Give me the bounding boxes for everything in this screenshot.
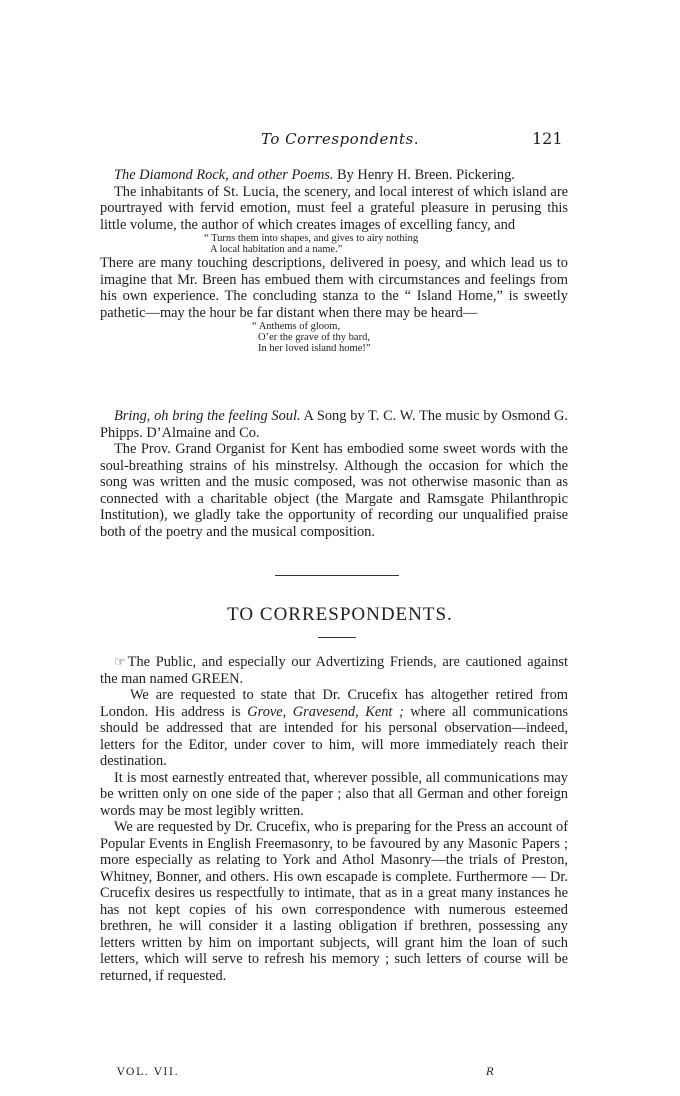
- song-title: Bring, oh bring the feeling Soul.: [114, 408, 301, 424]
- verse-line: A local habitation and a name.”: [210, 244, 343, 255]
- notice: It is most earnestly entreated that, wherever possible, all communications may be written only on one side of the paper ; also that all German and other foreign words may be most legibly written.: [100, 769, 568, 819]
- book-details: By Henry H. Breen. Pickering.: [333, 167, 515, 183]
- signature-mark: R: [486, 1066, 494, 1078]
- closing-verse: [100, 321, 568, 354]
- notice: ☞ The Public, and especially our Advertizing Friends, are cautioned against the man named GREEN.: [100, 654, 568, 687]
- correspondents-notices: [100, 654, 568, 984]
- song-details: A Song by T. C. W. The music by Osmond G. Phipps. D’Almaine and Co.: [100, 408, 568, 441]
- review-paragraph: The Prov. Grand Organist for Kent has embodied some sweet words with the soul-breathing strains of his minstrelsy. Although the occasion for which the song was written and the music composed, was not otherwise masonic than as connected with a charitable object (the Margate and Ramsgate Philanthropic Institution), we gladly take the opportunity of recording our unqualified praise both of the poetry and the musical composition.: [100, 441, 568, 540]
- verse-line: In her loved island home!”: [258, 343, 371, 354]
- review-paragraph: The inhabitants of St. Lucia, the scenery, and local interest of which island are pourtrayed with fervid emotion, must feel a grateful pleasure in perusing this little volume, the author of which creates images of excelling fancy, and: [100, 183, 568, 233]
- notice: We are requested by Dr. Crucefix, who is preparing for the Press an account of Popular Events in English Freemasonry, to be favoured by any Masonic Papers ; more especially as relating to York and Athol Masonry—the trials of Preston, Whitney, Bonner, and others. His own escapade is complete. Furthermore — Dr. Crucefix desires us respectfully to intimate, that as in a great many instances he has not kept copies of his own correspondence with numerous esteemed brethren, he will consider it a lasting obligation if brethren, possessing any letters written by him on important subjects, will grant him the loan of such letters, which will serve to refresh his memory ; such letters of course will be returned, if requested.: [100, 819, 568, 984]
- verse-line: “ Turns them into shapes, and gives to airy nothing: [204, 233, 419, 244]
- verse-line: O’er the grave of thy bard,: [258, 332, 370, 343]
- section-title: TO CORRESPONDENTS.: [227, 604, 453, 625]
- review-diamond-rock: [100, 167, 568, 354]
- pointing-hand-icon: ☞: [114, 654, 126, 669]
- address: Grove, Gravesend, Kent ;: [247, 703, 404, 720]
- review-paragraph: There are many touching descriptions, delivered in poesy, and which lead us to imagine that Mr. Breen has embued them with circumstances and feelings from his own experience. The concluding stanza to the “ Island Home,” is sweetly pathetic—may the hour be far distant when there may be heard—: [100, 255, 568, 321]
- quoted-verse: [100, 233, 568, 255]
- volume-signature: VOL. VII.: [117, 1066, 180, 1078]
- page-number: 121: [532, 129, 563, 148]
- notice: We are requested to state that Dr. Crucefix has altogether retired from London. His address is Grove, Gravesend, Kent ; where all communications should be addressed that are intended for his personal observation—indeed, letters for the Editor, under cover to him, will more immediately reach their destination.: [100, 687, 569, 769]
- review-heading: [100, 408, 568, 441]
- review-heading: [100, 167, 568, 184]
- running-head: To Correspondents.: [261, 130, 419, 148]
- title-underline: [318, 637, 356, 638]
- review-song: [100, 408, 568, 540]
- book-title: The Diamond Rock, and other Poems.: [114, 167, 334, 183]
- verse-line: “ Anthems of gloom,: [252, 321, 341, 332]
- section-divider: [275, 575, 399, 576]
